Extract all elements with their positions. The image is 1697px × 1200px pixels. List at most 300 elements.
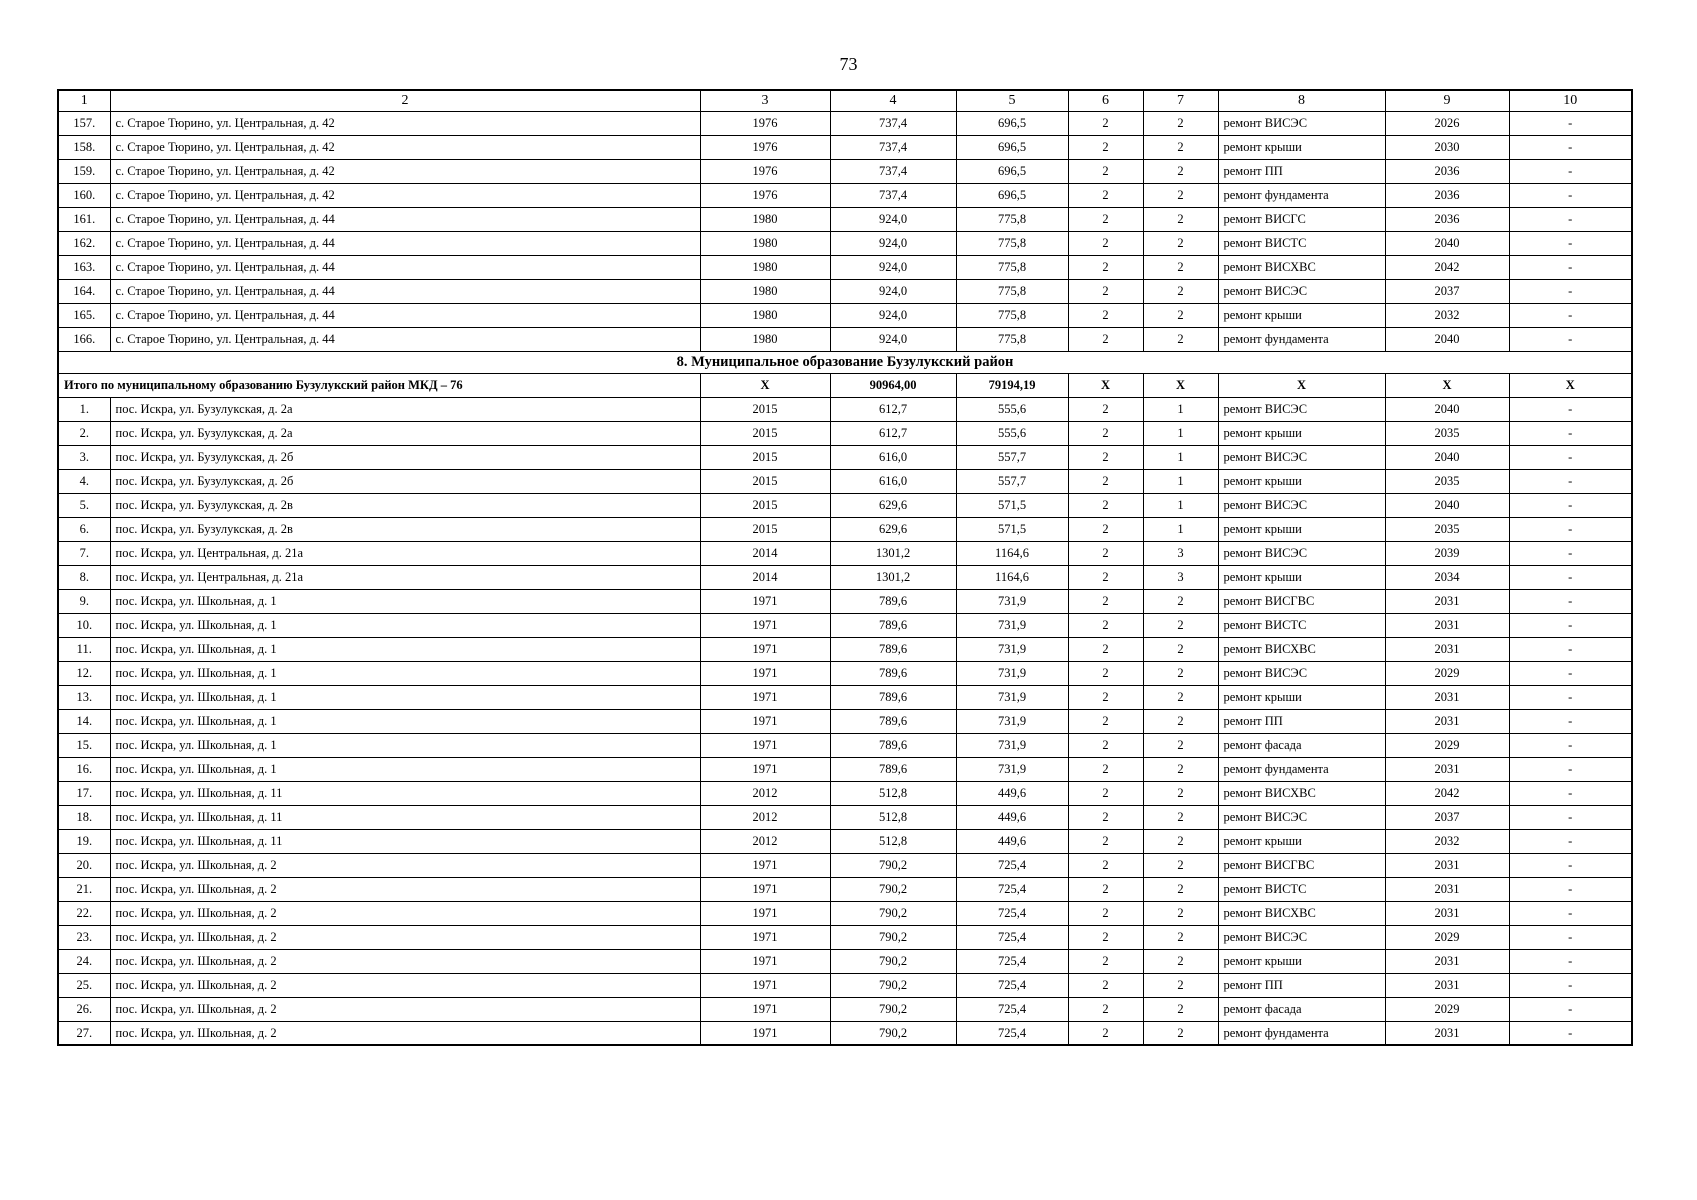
- total-area: 790,2: [830, 877, 956, 901]
- column-10-value: -: [1509, 541, 1632, 565]
- planned-year: 2032: [1385, 303, 1509, 327]
- column-7-value: 2: [1143, 853, 1218, 877]
- table-row: [58, 997, 1632, 1021]
- table-row: [58, 541, 1632, 565]
- column-10-value: -: [1509, 327, 1632, 351]
- column-7-value: 2: [1143, 255, 1218, 279]
- column-header-5: 5: [956, 90, 1068, 111]
- build-year: 2012: [700, 829, 830, 853]
- table-row: [58, 421, 1632, 445]
- column-7-value: 2: [1143, 805, 1218, 829]
- row-number: 13.: [58, 685, 110, 709]
- planned-year: 2031: [1385, 853, 1509, 877]
- column-10-value: -: [1509, 445, 1632, 469]
- column-6-value: 2: [1068, 709, 1143, 733]
- living-area: 731,9: [956, 685, 1068, 709]
- column-6-value: 2: [1068, 901, 1143, 925]
- planned-year: 2039: [1385, 541, 1509, 565]
- planned-year: 2026: [1385, 111, 1509, 135]
- repair-type: ремонт ВИСХВС: [1218, 901, 1385, 925]
- planned-year: 2031: [1385, 949, 1509, 973]
- column-10-value: -: [1509, 469, 1632, 493]
- column-7-value: 2: [1143, 613, 1218, 637]
- total-area: 789,6: [830, 613, 956, 637]
- repair-type: ремонт ПП: [1218, 973, 1385, 997]
- build-year: 1980: [700, 255, 830, 279]
- table-row: [58, 973, 1632, 997]
- table-row: [58, 805, 1632, 829]
- living-area: 725,4: [956, 853, 1068, 877]
- total-area: 790,2: [830, 925, 956, 949]
- repair-type: ремонт ВИСХВС: [1218, 781, 1385, 805]
- column-7-value: 2: [1143, 949, 1218, 973]
- table-row: [58, 469, 1632, 493]
- address: пос. Искра, ул. Школьная, д. 11: [110, 805, 700, 829]
- total-living-area: 79194,19: [956, 373, 1068, 397]
- column-6-value: 2: [1068, 757, 1143, 781]
- column-7-value: 2: [1143, 231, 1218, 255]
- table-row: [58, 207, 1632, 231]
- table-row: [58, 685, 1632, 709]
- repair-type: ремонт крыши: [1218, 303, 1385, 327]
- total-area: 789,6: [830, 637, 956, 661]
- planned-year: 2040: [1385, 397, 1509, 421]
- table-row: [58, 589, 1632, 613]
- build-year: 2015: [700, 397, 830, 421]
- column-7-value: 3: [1143, 565, 1218, 589]
- total-area: 612,7: [830, 397, 956, 421]
- column-6-value: 2: [1068, 517, 1143, 541]
- living-area: 696,5: [956, 135, 1068, 159]
- address: с. Старое Тюрино, ул. Центральная, д. 44: [110, 231, 700, 255]
- build-year: 2014: [700, 565, 830, 589]
- address: пос. Искра, ул. Школьная, д. 1: [110, 733, 700, 757]
- total-column-6: Х: [1068, 373, 1143, 397]
- column-7-value: 2: [1143, 183, 1218, 207]
- total-area: 737,4: [830, 135, 956, 159]
- repair-type: ремонт фасада: [1218, 733, 1385, 757]
- column-7-value: 3: [1143, 541, 1218, 565]
- total-area: 737,4: [830, 159, 956, 183]
- column-header-10: 10: [1509, 90, 1632, 111]
- living-area: 731,9: [956, 757, 1068, 781]
- column-10-value: -: [1509, 279, 1632, 303]
- repair-type: ремонт крыши: [1218, 135, 1385, 159]
- column-10-value: -: [1509, 805, 1632, 829]
- build-year: 1971: [700, 997, 830, 1021]
- build-year: 2015: [700, 445, 830, 469]
- section-total-row: [58, 373, 1632, 397]
- repair-type: ремонт ВИСЭС: [1218, 541, 1385, 565]
- total-repair-type: Х: [1218, 373, 1385, 397]
- address: пос. Искра, ул. Школьная, д. 2: [110, 973, 700, 997]
- column-10-value: -: [1509, 421, 1632, 445]
- column-6-value: 2: [1068, 637, 1143, 661]
- planned-year: 2029: [1385, 661, 1509, 685]
- repair-type: ремонт ВИСХВС: [1218, 637, 1385, 661]
- living-area: 696,5: [956, 111, 1068, 135]
- address: пос. Искра, ул. Школьная, д. 1: [110, 661, 700, 685]
- total-column-10: Х: [1509, 373, 1632, 397]
- column-7-value: 2: [1143, 685, 1218, 709]
- build-year: 1971: [700, 661, 830, 685]
- living-area: 725,4: [956, 973, 1068, 997]
- column-7-value: 2: [1143, 207, 1218, 231]
- table-row: [58, 829, 1632, 853]
- repair-type: ремонт фасада: [1218, 997, 1385, 1021]
- column-10-value: -: [1509, 877, 1632, 901]
- repair-type: ремонт ПП: [1218, 709, 1385, 733]
- address: пос. Искра, ул. Школьная, д. 2: [110, 997, 700, 1021]
- row-number: 162.: [58, 231, 110, 255]
- table-row: [58, 661, 1632, 685]
- build-year: 1971: [700, 757, 830, 781]
- planned-year: 2031: [1385, 685, 1509, 709]
- address: с. Старое Тюрино, ул. Центральная, д. 42: [110, 135, 700, 159]
- total-area: 924,0: [830, 255, 956, 279]
- row-number: 7.: [58, 541, 110, 565]
- build-year: 2012: [700, 781, 830, 805]
- table-row: [58, 493, 1632, 517]
- total-area: 924,0: [830, 279, 956, 303]
- column-6-value: 2: [1068, 445, 1143, 469]
- total-area: 512,8: [830, 781, 956, 805]
- build-year: 1976: [700, 111, 830, 135]
- total-area: 737,4: [830, 183, 956, 207]
- row-number: 23.: [58, 925, 110, 949]
- address: с. Старое Тюрино, ул. Центральная, д. 42: [110, 111, 700, 135]
- column-7-value: 2: [1143, 327, 1218, 351]
- repair-type: ремонт крыши: [1218, 469, 1385, 493]
- column-6-value: 2: [1068, 183, 1143, 207]
- column-10-value: -: [1509, 901, 1632, 925]
- column-7-value: 1: [1143, 469, 1218, 493]
- build-year: 2015: [700, 421, 830, 445]
- row-number: 19.: [58, 829, 110, 853]
- address: пос. Искра, ул. Школьная, д. 1: [110, 709, 700, 733]
- total-area: 512,8: [830, 805, 956, 829]
- table-row: [58, 303, 1632, 327]
- planned-year: 2031: [1385, 709, 1509, 733]
- column-6-value: 2: [1068, 255, 1143, 279]
- repair-type: ремонт ВИСЭС: [1218, 397, 1385, 421]
- total-area: 924,0: [830, 327, 956, 351]
- total-planned-year: Х: [1385, 373, 1509, 397]
- address: пос. Искра, ул. Школьная, д. 2: [110, 877, 700, 901]
- row-number: 157.: [58, 111, 110, 135]
- table-row: [58, 231, 1632, 255]
- column-10-value: -: [1509, 565, 1632, 589]
- column-10-value: -: [1509, 613, 1632, 637]
- living-area: 775,8: [956, 255, 1068, 279]
- column-7-value: 2: [1143, 781, 1218, 805]
- column-header-4: 4: [830, 90, 956, 111]
- column-10-value: -: [1509, 781, 1632, 805]
- column-7-value: 2: [1143, 1021, 1218, 1045]
- repair-type: ремонт ВИСЭС: [1218, 493, 1385, 517]
- column-10-value: -: [1509, 159, 1632, 183]
- row-number: 18.: [58, 805, 110, 829]
- total-area: 789,6: [830, 733, 956, 757]
- row-number: 21.: [58, 877, 110, 901]
- table-row: [58, 853, 1632, 877]
- column-10-value: -: [1509, 949, 1632, 973]
- total-area: 924,0: [830, 207, 956, 231]
- address: пос. Искра, ул. Школьная, д. 2: [110, 853, 700, 877]
- address: пос. Искра, ул. Школьная, д. 2: [110, 901, 700, 925]
- planned-year: 2037: [1385, 279, 1509, 303]
- column-7-value: 1: [1143, 493, 1218, 517]
- column-10-value: -: [1509, 397, 1632, 421]
- living-area: 571,5: [956, 517, 1068, 541]
- column-header-7: 7: [1143, 90, 1218, 111]
- total-area: 789,6: [830, 589, 956, 613]
- build-year: 1980: [700, 327, 830, 351]
- total-area: 790,2: [830, 1021, 956, 1045]
- planned-year: 2036: [1385, 183, 1509, 207]
- table-row: [58, 279, 1632, 303]
- build-year: 2015: [700, 493, 830, 517]
- row-number: 14.: [58, 709, 110, 733]
- address: пос. Искра, ул. Центральная, д. 21а: [110, 541, 700, 565]
- table-row: [58, 901, 1632, 925]
- address: пос. Искра, ул. Школьная, д. 1: [110, 637, 700, 661]
- address: пос. Искра, ул. Бузулукская, д. 2б: [110, 469, 700, 493]
- build-year: 1971: [700, 589, 830, 613]
- living-area: 725,4: [956, 1021, 1068, 1045]
- table-row: [58, 925, 1632, 949]
- planned-year: 2040: [1385, 327, 1509, 351]
- row-number: 163.: [58, 255, 110, 279]
- address: пос. Искра, ул. Бузулукская, д. 2в: [110, 517, 700, 541]
- column-7-value: 2: [1143, 135, 1218, 159]
- living-area: 775,8: [956, 327, 1068, 351]
- column-6-value: 2: [1068, 421, 1143, 445]
- total-area: 616,0: [830, 445, 956, 469]
- row-number: 158.: [58, 135, 110, 159]
- column-10-value: -: [1509, 829, 1632, 853]
- total-area: 790,2: [830, 853, 956, 877]
- row-number: 4.: [58, 469, 110, 493]
- repair-type: ремонт ВИСТС: [1218, 877, 1385, 901]
- row-number: 12.: [58, 661, 110, 685]
- address: пос. Искра, ул. Школьная, д. 1: [110, 589, 700, 613]
- living-area: 557,7: [956, 445, 1068, 469]
- living-area: 449,6: [956, 805, 1068, 829]
- column-7-value: 2: [1143, 757, 1218, 781]
- planned-year: 2031: [1385, 637, 1509, 661]
- table-row: [58, 1021, 1632, 1045]
- living-area: 696,5: [956, 183, 1068, 207]
- column-10-value: -: [1509, 925, 1632, 949]
- column-10-value: -: [1509, 709, 1632, 733]
- build-year: 1971: [700, 949, 830, 973]
- planned-year: 2030: [1385, 135, 1509, 159]
- build-year: 2012: [700, 805, 830, 829]
- column-6-value: 2: [1068, 781, 1143, 805]
- repair-type: ремонт ВИСГС: [1218, 207, 1385, 231]
- row-number: 26.: [58, 997, 110, 1021]
- build-year: 1971: [700, 973, 830, 997]
- column-6-value: 2: [1068, 397, 1143, 421]
- section-title-row: [58, 351, 1632, 373]
- address: пос. Искра, ул. Школьная, д. 1: [110, 757, 700, 781]
- column-10-value: -: [1509, 685, 1632, 709]
- column-6-value: 2: [1068, 829, 1143, 853]
- column-7-value: 2: [1143, 709, 1218, 733]
- column-6-value: 2: [1068, 207, 1143, 231]
- build-year: 1971: [700, 925, 830, 949]
- address: пос. Искра, ул. Школьная, д. 1: [110, 613, 700, 637]
- planned-year: 2035: [1385, 421, 1509, 445]
- column-6-value: 2: [1068, 111, 1143, 135]
- total-area: 790,2: [830, 997, 956, 1021]
- living-area: 775,8: [956, 303, 1068, 327]
- build-year: 1976: [700, 159, 830, 183]
- row-number: 159.: [58, 159, 110, 183]
- column-6-value: 2: [1068, 733, 1143, 757]
- living-area: 731,9: [956, 637, 1068, 661]
- column-6-value: 2: [1068, 805, 1143, 829]
- planned-year: 2036: [1385, 159, 1509, 183]
- repair-type: ремонт фундамента: [1218, 1021, 1385, 1045]
- living-area: 731,9: [956, 709, 1068, 733]
- repair-type: ремонт крыши: [1218, 949, 1385, 973]
- table-body: [58, 111, 1632, 1045]
- build-year: 1980: [700, 303, 830, 327]
- planned-year: 2031: [1385, 877, 1509, 901]
- build-year: 1976: [700, 135, 830, 159]
- column-10-value: -: [1509, 733, 1632, 757]
- address: пос. Искра, ул. Бузулукская, д. 2а: [110, 421, 700, 445]
- row-number: 20.: [58, 853, 110, 877]
- planned-year: 2040: [1385, 231, 1509, 255]
- table-row: [58, 111, 1632, 135]
- planned-year: 2032: [1385, 829, 1509, 853]
- planned-year: 2034: [1385, 565, 1509, 589]
- planned-year: 2031: [1385, 757, 1509, 781]
- repair-type: ремонт ВИСХВС: [1218, 255, 1385, 279]
- planned-year: 2036: [1385, 207, 1509, 231]
- table-row: [58, 709, 1632, 733]
- table-row: [58, 733, 1632, 757]
- column-6-value: 2: [1068, 159, 1143, 183]
- living-area: 731,9: [956, 733, 1068, 757]
- planned-year: 2029: [1385, 925, 1509, 949]
- table-row: [58, 781, 1632, 805]
- living-area: 449,6: [956, 829, 1068, 853]
- row-number: 160.: [58, 183, 110, 207]
- column-6-value: 2: [1068, 661, 1143, 685]
- repair-type: ремонт крыши: [1218, 517, 1385, 541]
- column-10-value: -: [1509, 517, 1632, 541]
- column-6-value: 2: [1068, 853, 1143, 877]
- column-7-value: 2: [1143, 303, 1218, 327]
- living-area: 555,6: [956, 421, 1068, 445]
- total-area: 789,6: [830, 661, 956, 685]
- build-year: 1971: [700, 1021, 830, 1045]
- column-7-value: 1: [1143, 445, 1218, 469]
- table-row: [58, 445, 1632, 469]
- column-10-value: -: [1509, 207, 1632, 231]
- address: пос. Искра, ул. Бузулукская, д. 2а: [110, 397, 700, 421]
- row-number: 9.: [58, 589, 110, 613]
- row-number: 22.: [58, 901, 110, 925]
- address: с. Старое Тюрино, ул. Центральная, д. 44: [110, 303, 700, 327]
- build-year: 2015: [700, 517, 830, 541]
- row-number: 3.: [58, 445, 110, 469]
- column-7-value: 2: [1143, 589, 1218, 613]
- row-number: 1.: [58, 397, 110, 421]
- living-area: 571,5: [956, 493, 1068, 517]
- column-6-value: 2: [1068, 997, 1143, 1021]
- total-column-7: Х: [1143, 373, 1218, 397]
- column-10-value: -: [1509, 255, 1632, 279]
- living-area: 731,9: [956, 661, 1068, 685]
- row-number: 17.: [58, 781, 110, 805]
- living-area: 725,4: [956, 877, 1068, 901]
- build-year: 1971: [700, 709, 830, 733]
- column-10-value: -: [1509, 231, 1632, 255]
- planned-year: 2042: [1385, 255, 1509, 279]
- total-area: 1301,2: [830, 541, 956, 565]
- address: пос. Искра, ул. Школьная, д. 2: [110, 949, 700, 973]
- build-year: 2015: [700, 469, 830, 493]
- build-year: 2014: [700, 541, 830, 565]
- total-area: 512,8: [830, 829, 956, 853]
- address: пос. Искра, ул. Школьная, д. 2: [110, 1021, 700, 1045]
- repair-type: ремонт ВИСЭС: [1218, 445, 1385, 469]
- repair-type: ремонт фундамента: [1218, 327, 1385, 351]
- build-year: 1971: [700, 637, 830, 661]
- row-number: 8.: [58, 565, 110, 589]
- column-6-value: 2: [1068, 613, 1143, 637]
- repair-type: ремонт ВИСГВС: [1218, 853, 1385, 877]
- column-7-value: 2: [1143, 111, 1218, 135]
- column-10-value: -: [1509, 111, 1632, 135]
- repair-type: ремонт крыши: [1218, 565, 1385, 589]
- address: пос. Искра, ул. Школьная, д. 11: [110, 781, 700, 805]
- table-row: [58, 255, 1632, 279]
- repair-type: ремонт фундамента: [1218, 183, 1385, 207]
- column-6-value: 2: [1068, 469, 1143, 493]
- living-area: 725,4: [956, 997, 1068, 1021]
- column-10-value: -: [1509, 589, 1632, 613]
- column-7-value: 2: [1143, 877, 1218, 901]
- table-row: [58, 135, 1632, 159]
- build-year: 1971: [700, 853, 830, 877]
- table-header: [58, 90, 1632, 111]
- living-area: 731,9: [956, 589, 1068, 613]
- column-10-value: -: [1509, 757, 1632, 781]
- living-area: 725,4: [956, 925, 1068, 949]
- column-10-value: -: [1509, 135, 1632, 159]
- build-year: 1976: [700, 183, 830, 207]
- living-area: 775,8: [956, 279, 1068, 303]
- column-7-value: 2: [1143, 829, 1218, 853]
- build-year: 1980: [700, 279, 830, 303]
- living-area: 557,7: [956, 469, 1068, 493]
- column-10-value: -: [1509, 303, 1632, 327]
- repair-type: ремонт крыши: [1218, 421, 1385, 445]
- column-6-value: 2: [1068, 135, 1143, 159]
- planned-year: 2040: [1385, 445, 1509, 469]
- address: с. Старое Тюрино, ул. Центральная, д. 44: [110, 255, 700, 279]
- column-6-value: 2: [1068, 1021, 1143, 1045]
- column-10-value: -: [1509, 637, 1632, 661]
- column-7-value: 1: [1143, 421, 1218, 445]
- total-area: 629,6: [830, 517, 956, 541]
